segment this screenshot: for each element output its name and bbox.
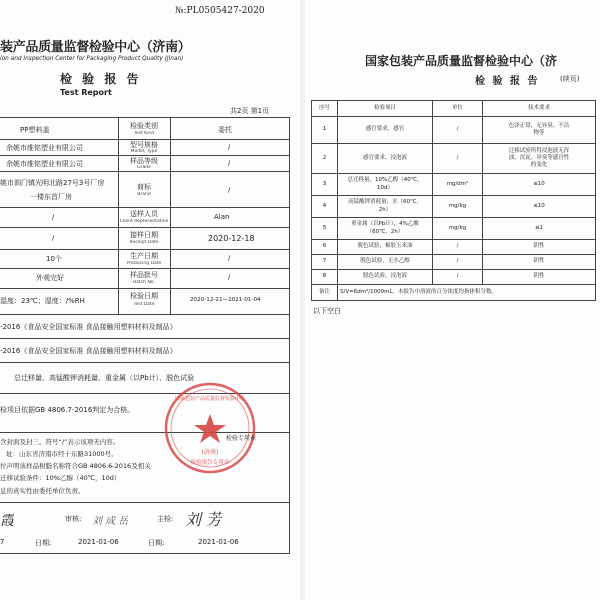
row-unit: / [433, 255, 483, 270]
center-name-cn: 装产品质量监督检验中心（济南） [0, 40, 191, 55]
manufacturer-address-line2: 一楼东首厂房 [30, 193, 72, 201]
sample-condition: 外观完好 [36, 274, 64, 282]
date-label-1: 日期: [35, 539, 52, 547]
model-value: / [228, 143, 231, 151]
note-5: 息的真实性由委托单位负责。 [0, 487, 85, 495]
header-requirement: 技术要求 [483, 101, 596, 117]
label-receipt-date: 接样日期 [130, 231, 158, 239]
row-unit: mg/dm² [433, 174, 483, 196]
label-grade: 样品等级 [130, 157, 158, 165]
row-item: 高锰酸钾消耗量，水（60℃， 2h） [338, 196, 433, 218]
row-requirement: ≤10 [483, 196, 596, 218]
test-kind-value: 委托 [218, 126, 232, 134]
note-1: 含封面及封三。符号“/”表示该项无内容。 [0, 438, 120, 446]
report-number: №:PL0505427-2020 [175, 6, 265, 16]
svg-text:检验报告专用章: 检验报告专用章 [190, 460, 230, 466]
remark-text: S/V=6dm²/1000mL。本报告中溶液的百分浓度均指体积分数。 [338, 285, 596, 301]
note-2: 址：山东省济南市经十东路31000号。 [6, 450, 118, 458]
manufacturer-name: 余姚市维铭塑业有限公司 [6, 160, 83, 168]
row-no: 7 [312, 255, 338, 270]
sample-quantity: 10个 [46, 255, 62, 263]
row-unit: / [433, 144, 483, 174]
note-3: 位声明该样品树脂名称符合GB 4806.6-2016及相关 [0, 462, 151, 470]
edge-fragment: 7 [0, 538, 5, 546]
test-items: 总迁移量、高锰酸钾消耗量、重金属（以Pb计）、脱色试验 [14, 374, 195, 382]
row-item: 脱色试验，无水乙醇 [338, 255, 433, 270]
grade-value: / [228, 159, 231, 167]
row-unit: / [433, 240, 483, 255]
results-table [311, 100, 596, 301]
receipt-date-value: 2020-12-18 [208, 234, 255, 243]
client-rep-value: Alan [214, 213, 230, 221]
row-requirement: 阴性 [483, 270, 596, 285]
main-inspector-label: 主检: [157, 515, 174, 523]
report-title-en: Test Report [60, 88, 112, 97]
svg-text:(济南): (济南) [201, 449, 219, 456]
main-inspector-signature: 刘 芳 [185, 510, 223, 529]
test-date-value: 2020-12-21—2021-01-04 [190, 297, 261, 303]
label-brand: 商标 [137, 183, 151, 191]
row-no: 5 [312, 218, 338, 240]
label-batch-no-en: Batch No. [133, 280, 155, 285]
row-item: 感官要求，感官 [338, 117, 433, 144]
blank-below-note: 以下空白 [313, 307, 341, 315]
producing-date-value: / [228, 254, 231, 262]
inspector-date: 2021-01-06 [198, 538, 239, 546]
approve-date: 2021-01-06 [78, 538, 119, 546]
row-no: 3 [312, 174, 338, 196]
client-name: 余姚市维铭塑业有限公司 [6, 144, 83, 152]
row-requirement: 阴性 [483, 255, 596, 270]
row-requirement: 迁移试验所得浸泡液无浑 浊、沉淀、异臭等感官性 的变化 [483, 144, 596, 174]
label-batch-no: 样品批号 [130, 271, 158, 279]
row-unit: / [433, 117, 483, 144]
row-no: 1 [312, 117, 338, 144]
table-row [312, 174, 596, 196]
label-model-en: Model, Type [130, 149, 158, 154]
row-unit: mg/kg [433, 196, 483, 218]
inspection-seal [160, 378, 260, 478]
label-producing-date: 生产日期 [130, 252, 158, 260]
table-header-row [312, 101, 596, 117]
table-row [312, 196, 596, 218]
continuation-title: 检 验 报 告 [475, 76, 540, 87]
row-requirement: ≤1 [483, 218, 596, 240]
table-row [312, 255, 596, 270]
label-client-rep: 送样人员 [130, 210, 158, 218]
row-no: 8 [312, 270, 338, 285]
manufacturer-address: 姚市泗门镇光明北路27号3号厂房 [0, 179, 105, 187]
label-model: 型号规格 [130, 141, 158, 149]
row-unit: / [433, 270, 483, 285]
row-requirement: 色泽正常，无异臭、不洁 物等 [483, 117, 596, 144]
report-title-cn: 检 验 报 告 [60, 72, 142, 86]
label-producing-date-en: Producing Date [126, 261, 162, 266]
row-requirement: ≤10 [483, 174, 596, 196]
environment-conditions: 湿度：23℃；湿度：/%RH [0, 297, 85, 305]
test-standard: -2016《食品安全国家标准 食品接触用塑料材料及制品》 [0, 323, 177, 331]
table-row [312, 144, 596, 174]
row-no: 6 [312, 240, 338, 255]
remark-row [312, 285, 596, 301]
row-no: 4 [312, 196, 338, 218]
row-item: 脱色试验，浸泡液 [338, 270, 433, 285]
approve-label: 审核: [65, 515, 82, 523]
label-grade-en: Grade [137, 165, 151, 170]
conclusion: 检项目依据GB 4806.7-2016判定为合格。 [0, 406, 135, 414]
row-item: 重金属（以Pb计），4%乙酸 （60℃，2h） [338, 218, 433, 240]
table-row [312, 270, 596, 285]
continuation-suffix: (续页) [560, 75, 580, 83]
row-requirement: 阴性 [483, 240, 596, 255]
signature-fragment: 霞 [0, 513, 14, 529]
label-test-date-en: Test Date [133, 302, 155, 307]
table-row [312, 218, 596, 240]
row5-value: / [52, 234, 55, 242]
sample-name: PP塑料盖 [20, 126, 50, 134]
label-brand-en: Brand [137, 192, 151, 197]
row-no: 2 [312, 144, 338, 174]
row-item: 感官要求，浸泡液 [338, 144, 433, 174]
label-test-date: 检验日期 [130, 292, 158, 300]
label-test-kind: 检验类别 [130, 122, 158, 130]
row-item: 脱色试验，棉胶玉米油 [338, 240, 433, 255]
header-item: 检验项目 [338, 101, 433, 117]
note-4: 迁移试验条件：10%乙醇（40℃，10d） [0, 474, 121, 482]
svg-text:国家包装产品质量监督检验中心: 国家包装产品质量监督检验中心 [174, 396, 246, 402]
table-row [312, 117, 596, 144]
remark-label: 备注 [312, 285, 338, 301]
label-receipt-date-en: Receipt Date [129, 240, 159, 245]
center-name-right: 国家包装产品质量监督检验中心（济 [365, 54, 558, 68]
center-name-en: ion and Inspection Center for Packaging Product Quality (Jinan) [0, 56, 184, 62]
label-test-kind-en: Test Kind [133, 131, 155, 136]
row-item: 总迁移量，10%乙醇（40℃， 10d） [338, 174, 433, 196]
header-unit: 单位 [433, 101, 483, 117]
row-unit: mg/kg [433, 218, 483, 240]
header-no: 序号 [312, 101, 338, 117]
seal-caption: 检验专用章 [226, 435, 257, 442]
report-page-2 [305, 0, 600, 600]
page-info: 共2页 第1页 [230, 107, 270, 115]
table-row [312, 240, 596, 255]
date-label-2: 日期: [148, 539, 165, 547]
judgment-standard: -2016《食品安全国家标准 食品接触用塑料材料及制品》 [0, 347, 177, 355]
row4-value: / [52, 213, 55, 221]
brand-value: / [228, 186, 231, 194]
approver-signature: 刘 成 岳 [92, 516, 129, 527]
label-client-rep-en: Client Representative [119, 219, 169, 224]
batch-no-value: / [228, 273, 231, 281]
